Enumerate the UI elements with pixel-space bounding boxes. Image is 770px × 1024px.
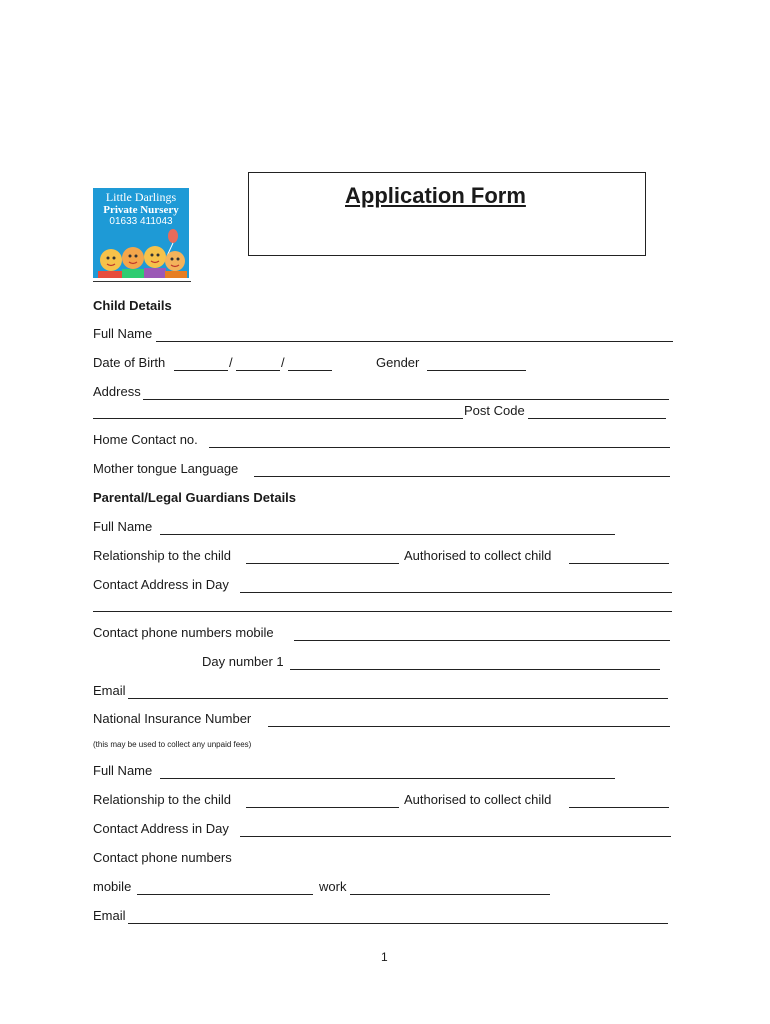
address-line-2-input[interactable] [93, 404, 463, 419]
mother-tongue-label: Mother tongue Language [93, 461, 239, 476]
title-box [248, 172, 646, 256]
page-number: 1 [381, 950, 388, 964]
g1-email-input[interactable] [128, 684, 668, 699]
dob-day-input[interactable] [174, 356, 228, 371]
g2-email-input[interactable] [128, 909, 668, 924]
address-line-1-input[interactable] [143, 385, 669, 400]
g1-ni-note: (this may be used to collect any unpaid fees) [93, 740, 252, 749]
address-label: Address [93, 384, 141, 399]
gender-label: Gender [376, 355, 420, 370]
g1-contact-address-input[interactable] [240, 578, 672, 593]
mother-tongue-input[interactable] [254, 462, 670, 477]
g1-full-name-input[interactable] [160, 520, 615, 535]
guardians-heading: Parental/Legal Guardians Details [93, 490, 297, 505]
dob-separator-1: / [229, 355, 233, 370]
g1-full-name-label: Full Name [93, 519, 153, 534]
g1-day-number-label: Day number 1 [202, 654, 284, 669]
dob-label: Date of Birth [93, 355, 166, 370]
page-title: Application Form [345, 183, 526, 208]
dob-month-input[interactable] [236, 356, 280, 371]
g2-work-input[interactable] [350, 880, 550, 895]
g1-contact-address-line-2-input[interactable] [93, 597, 672, 612]
home-contact-label: Home Contact no. [93, 432, 198, 447]
g2-phone-label: Contact phone numbers [93, 850, 232, 865]
gender-input[interactable] [427, 356, 526, 371]
g2-authorised-label: Authorised to collect child [404, 792, 552, 807]
dob-separator-2: / [281, 355, 285, 370]
child-full-name-input[interactable] [156, 327, 673, 342]
child-full-name-label: Full Name [93, 326, 153, 341]
dob-year-input[interactable] [288, 356, 332, 371]
g2-contact-address-label: Contact Address in Day [93, 821, 229, 836]
g2-email-label: Email [93, 908, 126, 923]
g1-relationship-label: Relationship to the child [93, 548, 232, 563]
g1-relationship-input[interactable] [246, 549, 399, 564]
g2-work-label: work [319, 879, 347, 894]
g1-contact-address-label: Contact Address in Day [93, 577, 229, 592]
g1-authorised-input[interactable] [569, 549, 669, 564]
g2-mobile-input[interactable] [137, 880, 313, 895]
logo-underline [93, 281, 191, 282]
g1-phone-mobile-input[interactable] [294, 626, 670, 641]
post-code-label: Post Code [464, 403, 525, 418]
logo-phone: 01633 411043 [109, 216, 173, 227]
post-code-input[interactable] [528, 404, 666, 419]
g1-day-number-input[interactable] [290, 655, 660, 670]
logo-line-2: Private Nursery [103, 204, 179, 216]
g2-mobile-label: mobile [93, 879, 132, 894]
g1-phone-mobile-label: Contact phone numbers mobile [93, 625, 274, 640]
g2-full-name-input[interactable] [160, 764, 615, 779]
g1-email-label: Email [93, 683, 126, 698]
g2-full-name-label: Full Name [93, 763, 153, 778]
g1-ni-label: National Insurance Number [93, 711, 252, 726]
nursery-logo [93, 188, 189, 278]
g2-authorised-input[interactable] [569, 793, 669, 808]
logo-line-1: Little Darlings [105, 190, 177, 204]
children-illustration [93, 228, 189, 278]
g2-contact-address-input[interactable] [240, 822, 671, 837]
g2-relationship-label: Relationship to the child [93, 792, 232, 807]
g1-authorised-label: Authorised to collect child [404, 548, 552, 563]
child-details-heading: Child Details [93, 298, 172, 313]
g2-relationship-input[interactable] [246, 793, 399, 808]
g1-ni-input[interactable] [268, 712, 670, 727]
home-contact-input[interactable] [209, 433, 670, 448]
